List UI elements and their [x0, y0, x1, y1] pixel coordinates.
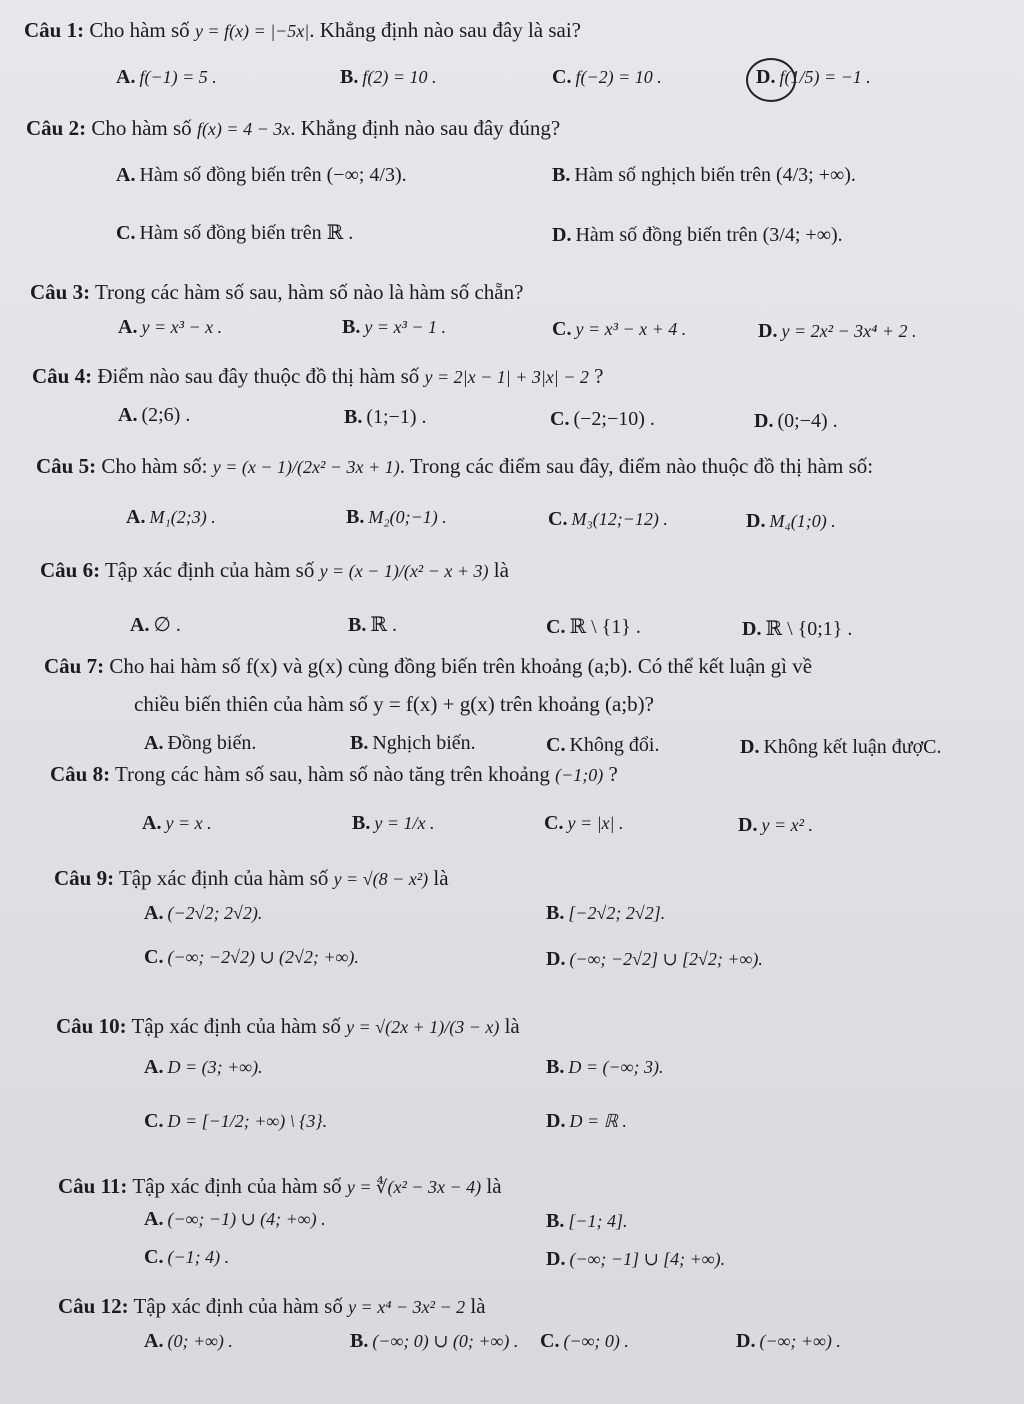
option-a[interactable] — [144, 1330, 233, 1353]
option-text: y = x³ − 1 . — [364, 317, 447, 337]
option-c[interactable] — [116, 220, 353, 245]
question-tail: là — [488, 558, 509, 582]
option-key: B. — [350, 732, 369, 754]
option-key: D. — [746, 510, 766, 532]
option-key: C. — [540, 1330, 560, 1352]
option-d[interactable] — [546, 1248, 725, 1271]
option-d[interactable] — [546, 1110, 627, 1133]
option-b[interactable] — [350, 732, 476, 755]
question-text: Điểm nào sau đây thuộc đồ thị hàm số — [97, 364, 420, 388]
option-b[interactable] — [348, 612, 397, 637]
question-text: Cho hàm số: — [101, 454, 208, 478]
option-b[interactable] — [546, 902, 665, 925]
option-key: A. — [144, 1330, 164, 1352]
option-text: (−∞; −1) ∪ (4; +∞) . — [167, 1209, 326, 1229]
option-c[interactable] — [544, 812, 623, 835]
option-key: B. — [346, 506, 365, 528]
option-c[interactable] — [546, 734, 659, 757]
option-text: (−∞; 0) ∪ (0; +∞) . — [372, 1331, 519, 1351]
option-key: C. — [544, 812, 564, 834]
option-text: D = ℝ . — [569, 1111, 627, 1131]
option-key: D. — [546, 948, 566, 970]
option-key: B. — [552, 164, 571, 186]
question-text: Cho hàm số — [91, 116, 192, 140]
option-d[interactable] — [758, 320, 917, 343]
question-label: Câu 4: — [32, 364, 93, 388]
option-a[interactable] — [118, 404, 190, 427]
option-text: D = (3; +∞). — [167, 1057, 263, 1077]
question-text: Tập xác định của hàm số — [131, 1014, 341, 1038]
option-d[interactable] — [736, 1330, 841, 1353]
option-text: f(−2) = 10 . — [575, 67, 662, 87]
option-key: B. — [350, 1330, 369, 1352]
option-a[interactable] — [144, 902, 262, 925]
option-d[interactable] — [746, 510, 836, 533]
question-tail: ? — [603, 762, 618, 786]
option-text: f(1/5) = −1 . — [779, 67, 871, 87]
question-label: Câu 3: — [30, 280, 91, 304]
question-text: Tập xác định của hàm số — [118, 866, 329, 890]
question-math: f(x) = 4 − 3x — [196, 119, 291, 139]
option-key: D. — [546, 1248, 566, 1270]
question-tail: là — [465, 1294, 486, 1318]
option-key: B. — [342, 316, 361, 338]
option-key: A. — [142, 812, 162, 834]
question-math: y = (x − 1)/(2x² − 3x + 1) — [212, 457, 400, 477]
question-stem — [50, 762, 618, 787]
option-b[interactable] — [546, 1210, 628, 1233]
option-text: (−2√2; 2√2). — [167, 903, 263, 923]
question-math: y = √(8 − x²) — [333, 869, 429, 889]
option-key: A. — [116, 164, 136, 186]
option-b[interactable] — [342, 316, 446, 339]
option-c[interactable] — [546, 614, 641, 639]
option-text: ∅ . — [153, 614, 181, 636]
option-d[interactable] — [552, 224, 843, 247]
option-key: A. — [144, 1208, 164, 1230]
option-key: D. — [552, 224, 572, 246]
option-a[interactable] — [116, 164, 407, 187]
option-key: A. — [144, 1056, 164, 1078]
option-c[interactable] — [550, 408, 655, 431]
option-key: B. — [546, 1056, 565, 1078]
option-key: D. — [740, 736, 760, 758]
question-label: Câu 6: — [40, 558, 101, 582]
option-b[interactable] — [344, 406, 427, 429]
option-a[interactable] — [144, 1208, 326, 1231]
option-c[interactable] — [540, 1330, 629, 1353]
option-text: f(−1) = 5 . — [139, 67, 217, 87]
option-text: (0; +∞) . — [167, 1331, 233, 1351]
question-stem-line-2 — [134, 692, 654, 717]
question-stem — [44, 654, 812, 679]
option-key: B. — [546, 1210, 565, 1232]
option-c[interactable] — [144, 946, 359, 969]
question-tail: . Khẳng định nào sau đây là sai? — [309, 18, 581, 42]
option-d[interactable] — [754, 410, 838, 433]
option-d[interactable] — [740, 736, 942, 759]
option-a[interactable] — [126, 506, 216, 529]
option-text: M₂(0;−1) . — [368, 507, 447, 527]
question-label: Câu 8: — [50, 762, 111, 786]
question-text: Tập xác định của hàm số — [132, 1174, 342, 1198]
option-key: B. — [352, 812, 371, 834]
option-text: ℝ \ {0;1} . — [765, 618, 853, 640]
option-text: M₁(2;3) . — [149, 507, 216, 527]
question-text: Cho hai hàm số f(x) và g(x) cùng đồng biến trên khoảng (a;b). Có thể kết luận gì về — [109, 654, 813, 678]
question-math: y = f(x) = |−5x| — [194, 21, 310, 41]
option-text: Hàm số đồng biến trên (3/4; +∞). — [575, 224, 843, 246]
question-stem — [32, 364, 603, 389]
option-text: y = 2x² − 3x⁴ + 2 . — [781, 321, 917, 341]
option-c[interactable] — [548, 508, 668, 531]
option-text: (−2;−10) . — [573, 408, 655, 430]
question-tail: là — [428, 866, 449, 890]
option-key: A. — [144, 902, 164, 924]
question-math: y = x⁴ − 3x² − 2 — [348, 1297, 466, 1317]
question-label: Câu 10: — [56, 1014, 127, 1038]
option-text: Hàm số đồng biến trên ℝ . — [139, 222, 354, 244]
option-key: C. — [546, 616, 566, 638]
option-key: C. — [144, 1110, 164, 1132]
option-text: y = x² . — [761, 815, 813, 835]
question-label: Câu 11: — [58, 1174, 128, 1198]
question-tail: . Khẳng định nào sau đây đúng? — [290, 116, 561, 140]
option-key: D. — [736, 1330, 756, 1352]
option-text: [−2√2; 2√2]. — [568, 903, 666, 923]
question-label: Câu 2: — [26, 116, 87, 140]
option-text: (1;−1) . — [366, 406, 427, 428]
question-text: Tập xác định của hàm số — [104, 558, 315, 582]
option-text: f(2) = 10 . — [362, 67, 437, 87]
option-text: Hàm số nghịch biến trên (4/3; +∞). — [574, 164, 856, 186]
option-text: y = |x| . — [567, 813, 624, 833]
option-text: (−∞; 0) . — [563, 1331, 629, 1351]
question-stem — [26, 116, 560, 141]
option-key: C. — [116, 222, 136, 244]
option-key: D. — [754, 410, 774, 432]
option-key: B. — [348, 614, 367, 636]
option-text: M₃(12;−12) . — [571, 509, 668, 529]
option-key: B. — [344, 406, 363, 428]
option-text: (2;6) . — [141, 404, 191, 426]
option-b[interactable] — [346, 506, 447, 529]
option-text: ℝ \ {1} . — [569, 616, 641, 638]
option-key: D. — [758, 320, 778, 342]
question-label: Câu 9: — [54, 866, 115, 890]
option-text: D = [−1/2; +∞) \ {3}. — [167, 1111, 328, 1131]
option-key: B. — [546, 902, 565, 924]
option-a[interactable] — [118, 316, 222, 339]
option-c[interactable] — [144, 1110, 327, 1133]
option-b[interactable] — [350, 1330, 518, 1353]
question-label: Câu 12: — [58, 1294, 129, 1318]
option-b[interactable] — [352, 812, 434, 835]
option-text: Không kết luận đượC. — [763, 736, 942, 758]
question-text: Cho hàm số — [89, 18, 190, 42]
option-a[interactable] — [144, 1056, 263, 1079]
question-math: (−1;0) — [555, 765, 604, 785]
option-text: (−1; 4) . — [167, 1247, 230, 1267]
option-a[interactable] — [116, 66, 217, 89]
option-key: C. — [548, 508, 568, 530]
question-tail: ? — [588, 364, 604, 388]
option-d[interactable] — [756, 66, 871, 89]
option-key: C. — [552, 318, 572, 340]
option-key: A. — [144, 732, 164, 754]
option-key: A. — [118, 316, 138, 338]
option-b[interactable] — [546, 1056, 663, 1079]
option-key: C. — [144, 1246, 164, 1268]
question-stem — [24, 18, 581, 43]
option-key: D. — [738, 814, 758, 836]
question-math: y = √(2x + 1)/(3 − x) — [346, 1017, 500, 1037]
question-stem — [30, 280, 523, 305]
answer-circle-mark — [746, 58, 796, 102]
option-d[interactable] — [742, 616, 852, 641]
question-text: Trong các hàm số sau, hàm số nào là hàm số chẵn? — [94, 280, 524, 304]
question-label: Câu 5: — [36, 454, 97, 478]
option-text: ℝ . — [370, 614, 397, 636]
option-text: (−∞; −2√2] ∪ [2√2; +∞). — [569, 949, 763, 969]
option-text: Hàm số đồng biến trên (−∞; 4/3). — [139, 164, 407, 186]
question-label: Câu 1: — [24, 18, 85, 42]
question-label: Câu 7: — [44, 654, 105, 678]
option-key: D. — [546, 1110, 566, 1132]
option-key: D. — [756, 66, 776, 88]
question-stem — [56, 1014, 520, 1039]
option-c[interactable] — [552, 66, 662, 89]
option-key: A. — [118, 404, 138, 426]
option-key: C. — [546, 734, 566, 756]
question-stem — [58, 1174, 502, 1199]
option-key: C. — [550, 408, 570, 430]
option-text: y = x³ − x + 4 . — [575, 319, 687, 339]
option-text: y = 1/x . — [374, 813, 435, 833]
option-text: (−∞; +∞) . — [759, 1331, 841, 1351]
option-d[interactable] — [738, 814, 813, 837]
option-key: A. — [126, 506, 146, 528]
option-b[interactable] — [340, 66, 436, 89]
option-b[interactable] — [552, 164, 856, 187]
option-text: Không đổi. — [569, 734, 660, 756]
question-stem — [36, 454, 873, 479]
question-math: y = ∜(x² − 3x − 4) — [346, 1177, 482, 1197]
option-text: Đồng biến. — [167, 732, 257, 754]
option-key: D. — [742, 618, 762, 640]
question-stem — [58, 1294, 486, 1319]
question-text: Trong các hàm số sau, hàm số nào tăng trên khoảng — [114, 762, 550, 786]
option-text: Nghịch biến. — [372, 732, 476, 754]
option-key: A. — [116, 66, 136, 88]
option-text: y = x . — [165, 813, 212, 833]
option-text: [−1; 4]. — [568, 1211, 628, 1231]
option-text: (−∞; −2√2) ∪ (2√2; +∞). — [167, 947, 359, 967]
option-a[interactable] — [142, 812, 212, 835]
option-a[interactable] — [144, 732, 256, 755]
option-key: C. — [144, 946, 164, 968]
question-math: chiều biến thiên của hàm số y = f(x) + g(x) trên khoảng (a;b)? — [134, 692, 654, 716]
question-text: Tập xác định của hàm số — [133, 1294, 343, 1318]
option-text: M₄(1;0) . — [769, 511, 836, 531]
option-key: C. — [552, 66, 572, 88]
option-text: (−∞; −1] ∪ [4; +∞). — [569, 1249, 726, 1269]
question-math: y = 2|x − 1| + 3|x| − 2 — [424, 367, 589, 387]
option-c[interactable] — [144, 1246, 229, 1269]
question-tail: . Trong các điểm sau đây, điểm nào thuộc đồ thị hàm số: — [399, 454, 874, 478]
question-tail: là — [499, 1014, 520, 1038]
question-tail: là — [481, 1174, 502, 1198]
question-stem — [54, 866, 449, 891]
question-stem — [40, 558, 509, 583]
option-text: D = (−∞; 3). — [568, 1057, 664, 1077]
option-c[interactable] — [552, 318, 686, 341]
option-a[interactable] — [130, 612, 181, 637]
option-key: A. — [130, 614, 150, 636]
option-key: B. — [340, 66, 359, 88]
option-d[interactable] — [546, 948, 763, 971]
option-text: (0;−4) . — [777, 410, 838, 432]
question-math: y = (x − 1)/(x² − x + 3) — [319, 561, 489, 581]
option-text: y = x³ − x . — [141, 317, 223, 337]
